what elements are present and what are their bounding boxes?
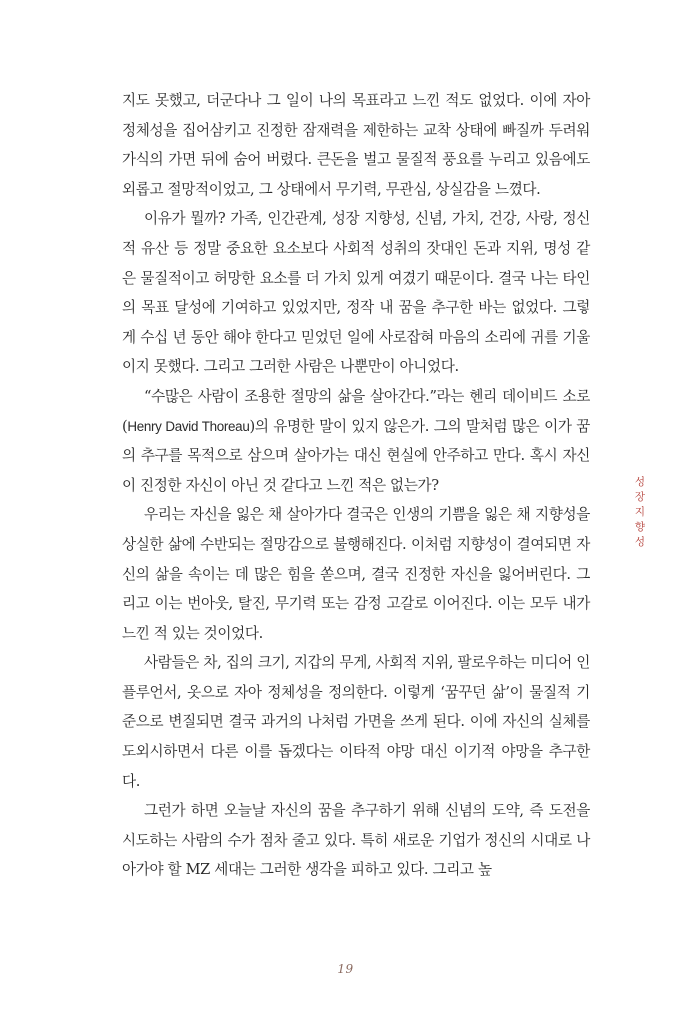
paragraph-3	[122, 382, 590, 500]
paragraph-3-rest: )의 유명한 말이 있지 않은가. 그의 말처럼 많은 이가 꿈의 추구를 목적으로 삼으며 살아가는 대신 현실에 안주하고 만다. 혹시 자신이 진정한 자신이 아닌 것 같다고 느낀 적은 없는가?	[122, 417, 591, 494]
body-text	[122, 86, 590, 885]
paragraph-6: 그런가 하면 오늘날 자신의 꿈을 추구하기 위해 신념의 도약, 즉 도전을 시도하는 사람의 수가 점차 줄고 있다. 특히 새로운 기업가 정신의 시대로 나아가야 할 MZ 세대는 그러한 생각을 피하고 있다. 그리고 높	[122, 802, 590, 879]
page-number: 19	[337, 962, 354, 976]
thoreau-name: Henry David Thoreau	[127, 418, 250, 434]
paragraph-2: 이유가 뭘까? 가족, 인간관계, 성장 지향성, 신념, 가치, 건강, 사랑, 정신적 유산 등 정말 중요한 요소보다 사회적 성취의 잣대인 돈과 지위, 명성 같은 물질적이고 허망한 요소를 더 가치 있게 여겼기 때문이다. 결국 나는 타인의 목표 달성에 기여하고 있었지만, 정작 내 꿈을 추구한 바는 없었다. 그렇게 수십 년 동안 해야 한다고 믿었던 일에 사로잡혀 마음의 소리에 귀를 기울이지 못했다. 그리고 그러한 사람은 나뿐만이 아니었다.	[122, 210, 590, 376]
paragraph-3-quote: “수많은 사람이 조용한 절망의 삶을 살아간다.”라는 헨리 데이비드 소로(	[122, 387, 590, 435]
paragraph-5: 사람들은 차, 집의 크기, 지갑의 무게, 사회적 지위, 팔로우하는 미디어 인플루언서, 옷으로 자아 정체성을 정의한다. 이렇게 ‘꿈꾸던 삶’이 물질적 기준으로 변질되면 결국 과거의 나처럼 가면을 쓰게 된다. 이에 자신의 실체를 도외시하면서 다른 이를 돕겠다는 이타적 야망 대신 이기적 야망을 추구한다.	[122, 654, 590, 790]
paragraph-4: 우리는 자신을 잃은 채 살아가다 결국은 인생의 기쁨을 잃은 채 지향성을 상실한 삶에 수반되는 절망감으로 불행해진다. 이처럼 지향성이 결여되면 자신의 삶을 속이는 데 많은 힘을 쏟으며, 결국 진정한 자신을 잃어버린다. 그리고 이는 번아웃, 탈진, 무기력 또는 감정 고갈로 이어진다. 이는 모두 내가 느낀 적 있는 것이었다.	[122, 506, 590, 642]
paragraph-1: 지도 못했고, 더군다나 그 일이 나의 목표라고 느낀 적도 없었다. 이에 자아 정체성을 집어삼키고 진정한 잠재력을 제한하는 교착 상태에 빠질까 두려워 가식의 가면 뒤에 숨어 버렸다. 큰돈을 벌고 물질적 풍요를 누리고 있음에도 외롭고 절망적이었고, 그 상태에서 무기력, 무관심, 상실감을 느꼈다.	[122, 92, 590, 198]
chapter-side-label: 성장지향성	[634, 476, 646, 548]
